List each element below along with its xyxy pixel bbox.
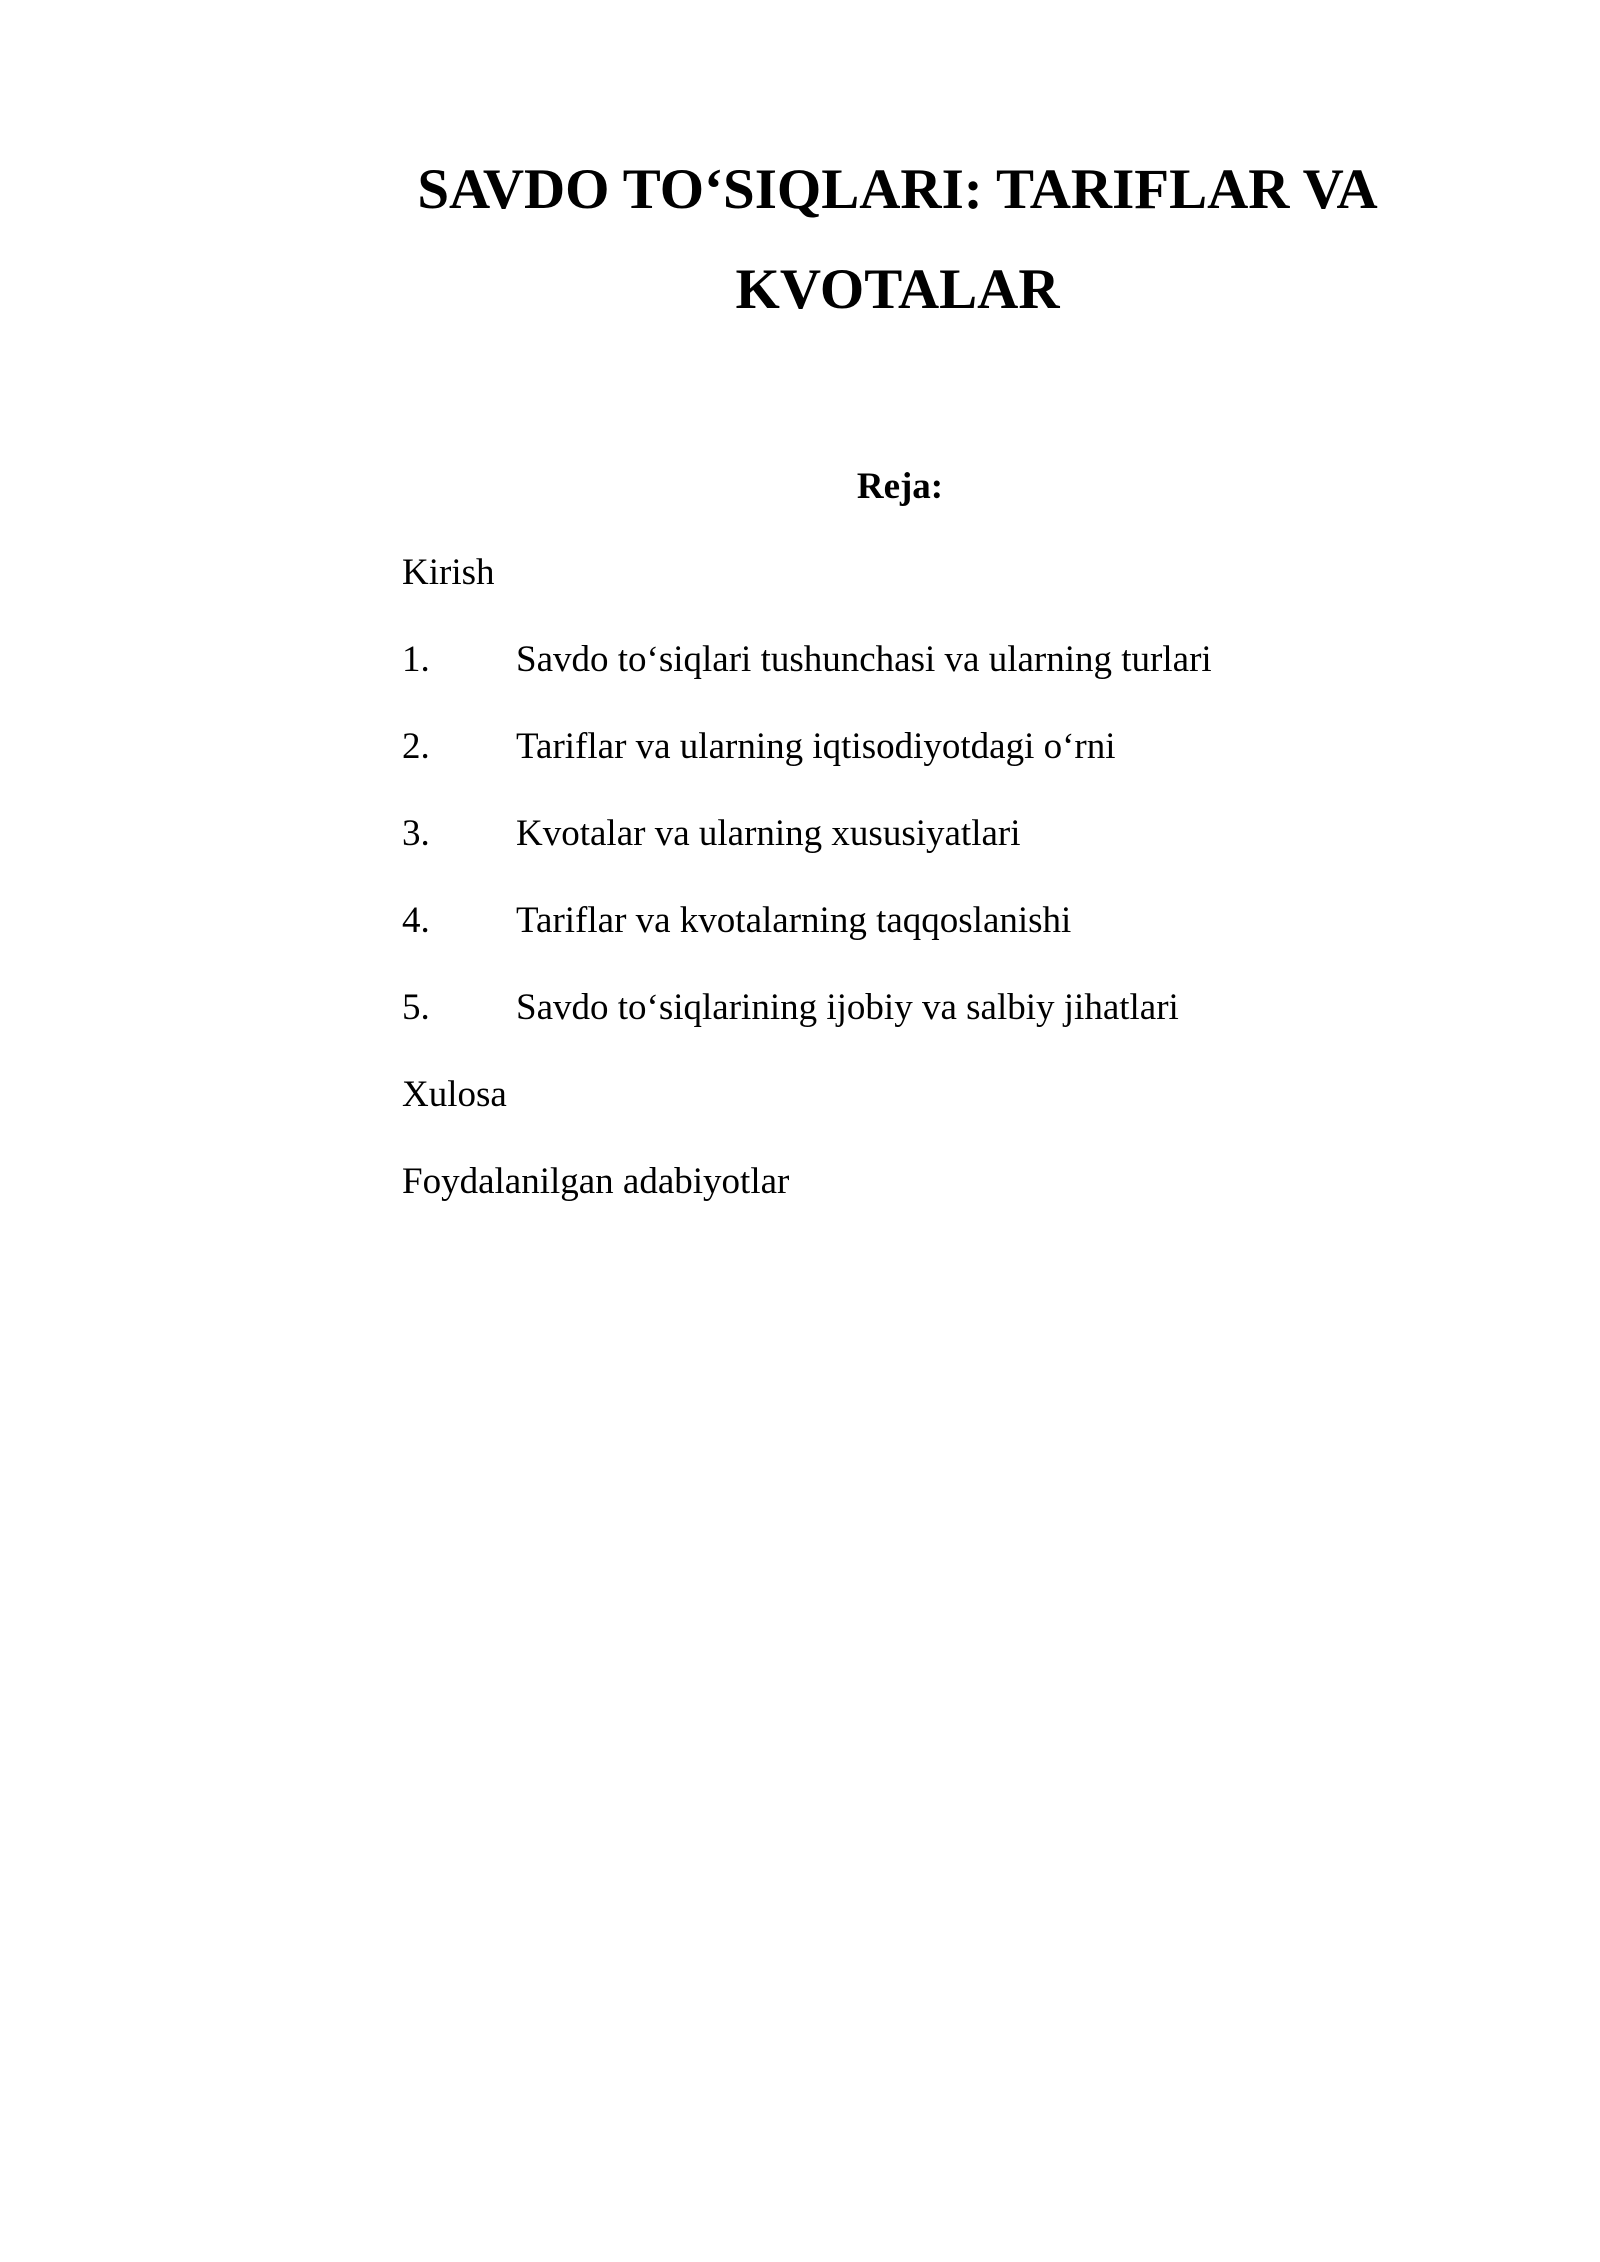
plan-item-label: Foydalanilgan adabiyotlar [402,1161,790,1202]
plan-item-label: Xulosa [402,1074,507,1115]
plan-item-references [402,1157,1502,1207]
plan-item-section-3 [402,809,1502,859]
section-number: 3. [402,813,430,854]
section-number: 4. [402,900,430,941]
title-line-2: KVOTALAR [735,258,1060,321]
plan-heading: Reja: [856,466,944,507]
plan-item-section-2 [402,722,1502,772]
plan-item-conclusion [402,1070,1502,1120]
title-line-1: SAVDO TO‘SIQLARI: TARIFLAR VA [417,158,1378,221]
section-number: 2. [402,726,430,767]
section-text: Savdo to‘siqlarining ijobiy va salbiy jihatlari [516,987,1179,1028]
plan-item-intro [402,548,1502,598]
section-text: Savdo to‘siqlari tushunchasi va ularning turlari [516,639,1212,680]
section-number: 5. [402,987,430,1028]
section-text: Kvotalar va ularning xususiyatlari [516,813,1021,854]
plan-item-section-4 [402,896,1502,946]
plan-list [402,548,1502,1244]
section-text: Tariflar va ularning iqtisodiyotdagi o‘rni [516,726,1116,767]
section-text: Tariflar va kvotalarning taqqoslanishi [516,900,1072,941]
plan-item-section-5 [402,983,1502,1033]
plan-item-label: Kirish [402,552,495,593]
plan-item-section-1 [402,635,1502,685]
document-title [395,140,1400,340]
section-number: 1. [402,639,430,680]
